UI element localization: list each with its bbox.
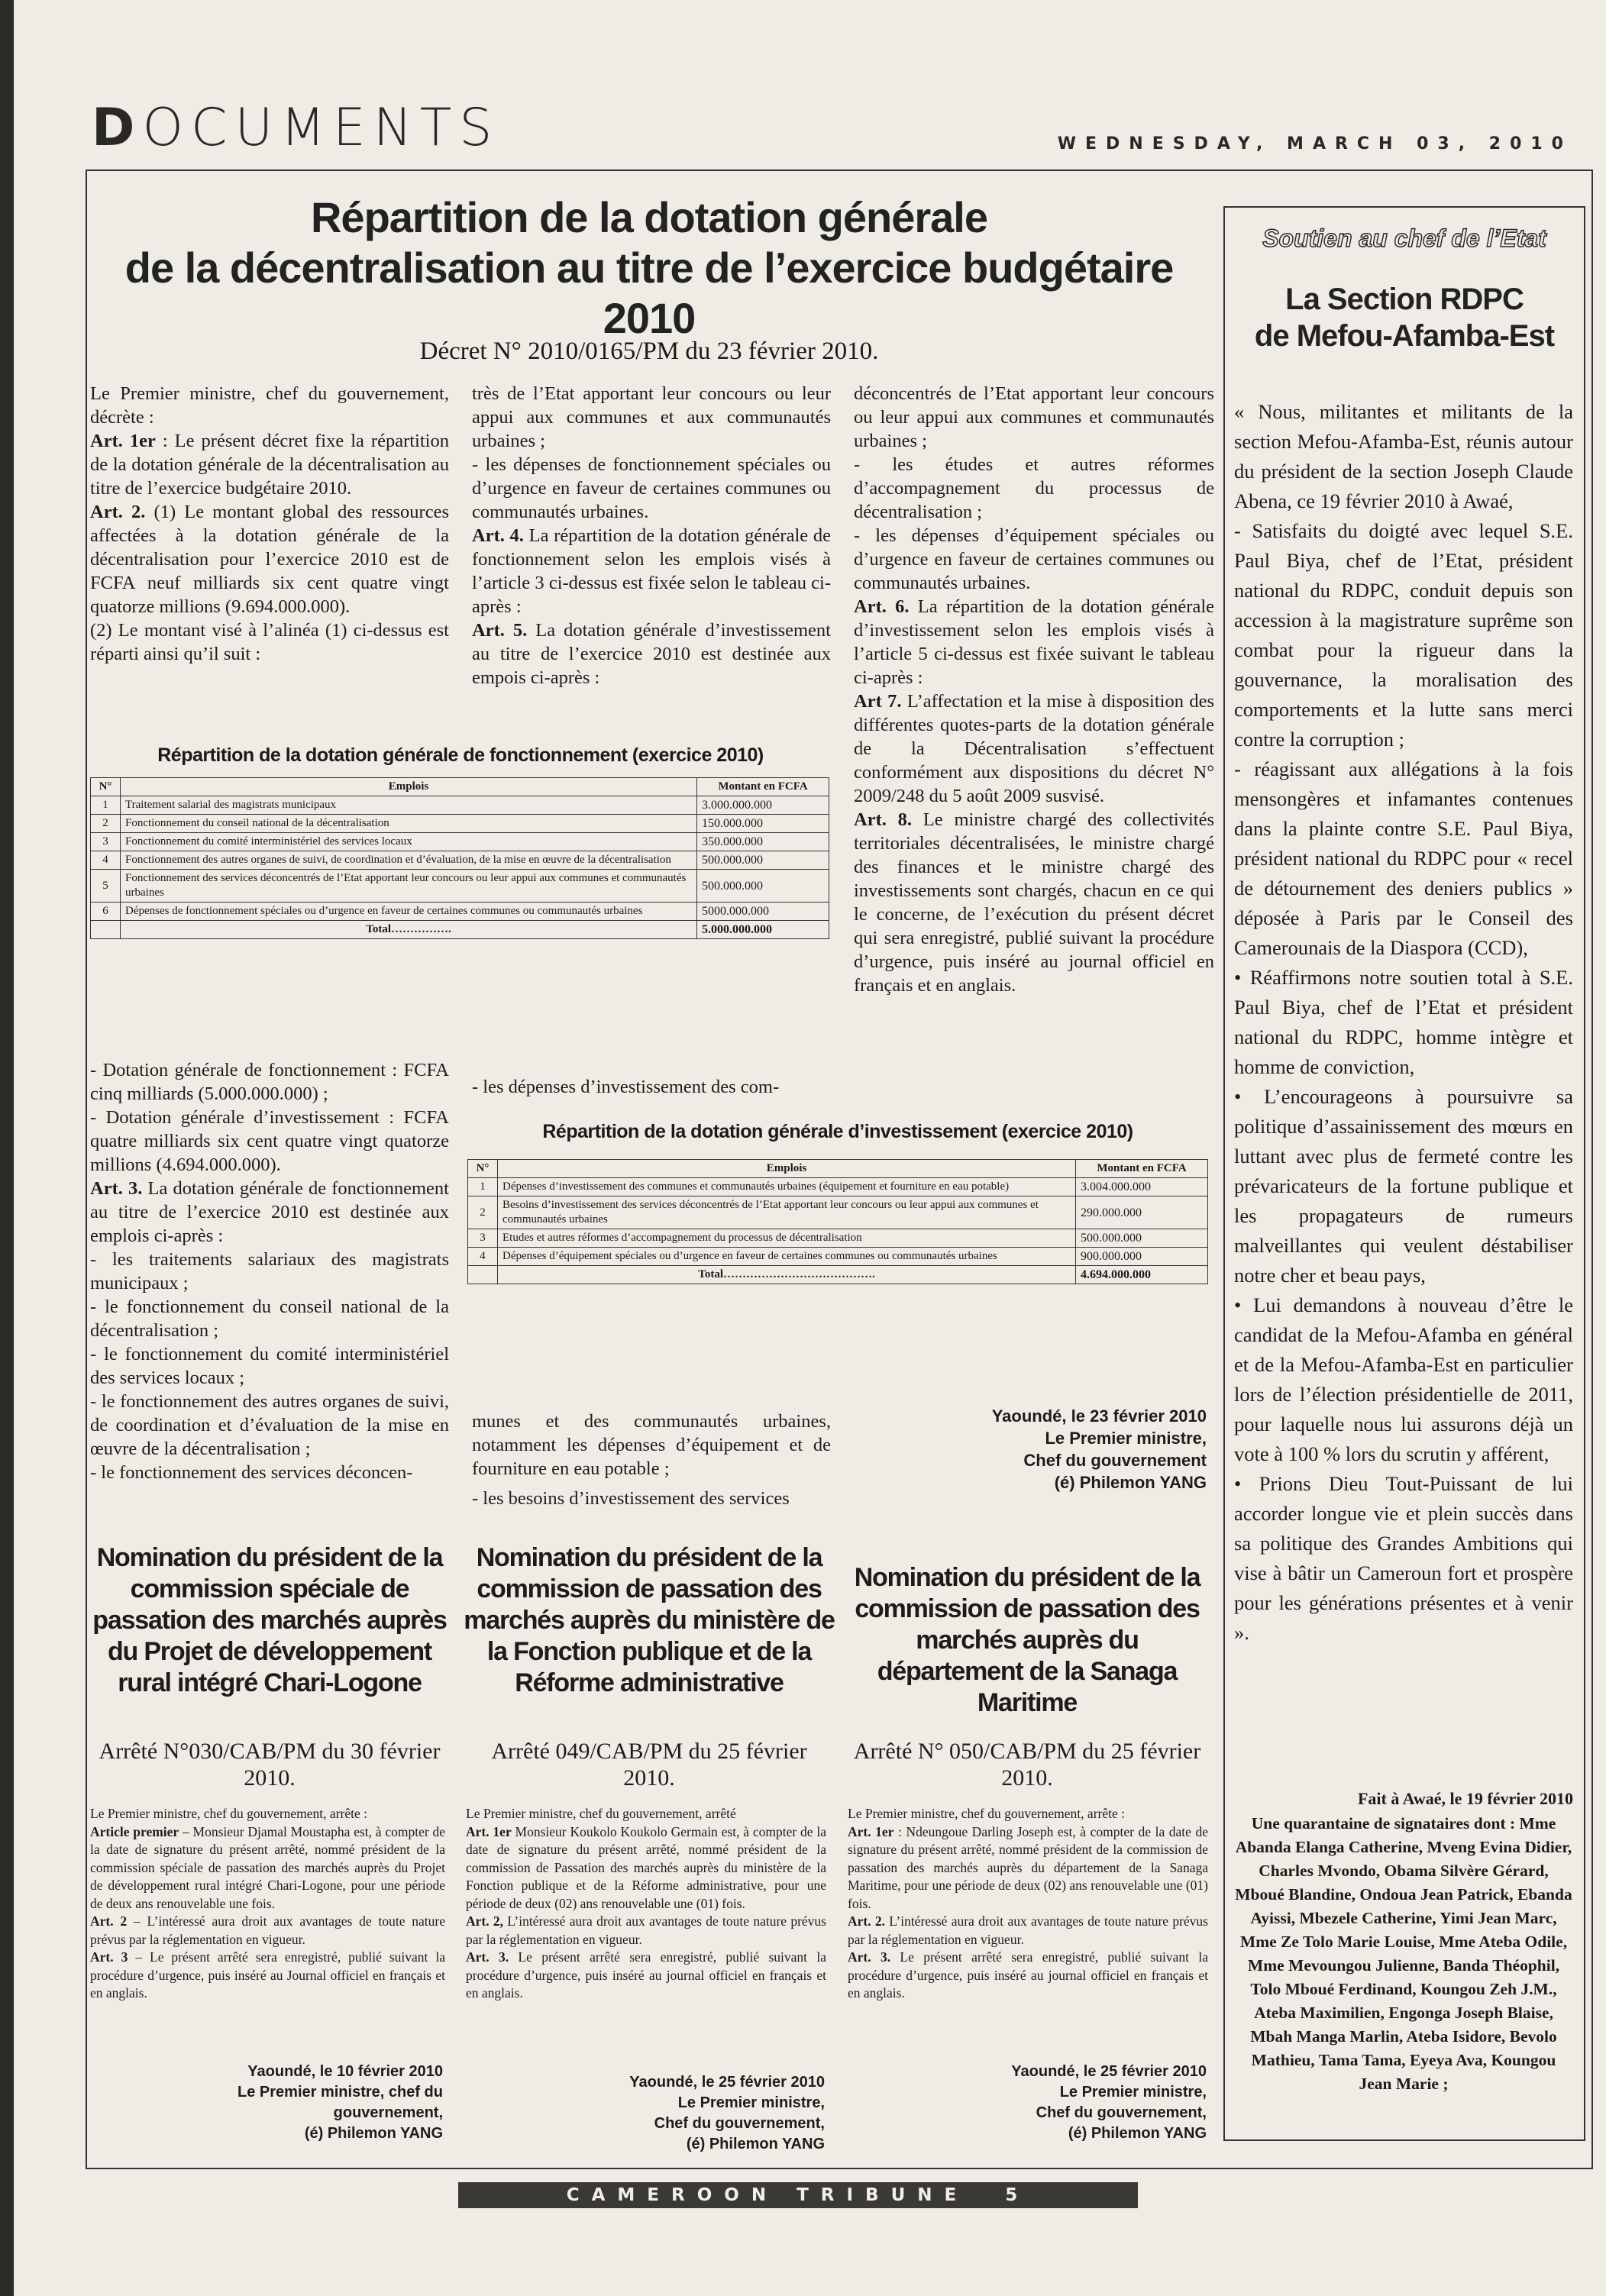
table-row <box>468 1229 1208 1248</box>
col2-para-0: très de l’Etat apportant leur concours ou leur appui aux communes et aux communautés urbaines ; <box>472 383 831 451</box>
nomination-1-title: Nomination du président de la commission spéciale de passation des marchés auprès du Projet de développement rural intégré Chari-Logone <box>92 1543 447 1697</box>
col2-para-2: Art. 4. La répartition de la dotation générale de fonctionnement selon les emplois visés à l’article 3 ci-dessus est fixée selon le tableau ci-après : <box>472 525 831 617</box>
col3-para-2: - les dépenses d’équipement spéciales ou d’urgence en faveur de certaines communes ou communautés urbaines. <box>854 525 1214 593</box>
table-fonctionnement <box>90 777 829 939</box>
nomination-3-signature <box>916 2062 1207 2144</box>
table-cell: 4 <box>91 851 121 870</box>
nomination-1-signature <box>153 2062 443 2144</box>
column-3-top <box>854 382 1214 997</box>
col1-para-2: Art. 2. (1) Le montant global des ressources affectées à la dotation générale de la décentralisation pour l’exercice 2010 est de FCFA neuf milliards six cent quatre vingt quatorze millions (9.694.000.000). <box>90 502 449 617</box>
table1-header-cell: Emplois <box>121 778 697 796</box>
decree-subtitle: Décret N° 2010/0165/PM du 23 février 2010. <box>419 337 879 365</box>
table-cell: 2 <box>91 815 121 833</box>
table-investissement <box>467 1159 1208 1284</box>
nomination-1-arrete: Arrêté N°030/CAB/PM du 30 février 2010. <box>99 1739 441 1791</box>
footer-title: CAMEROON TRIBUNE <box>566 2185 969 2205</box>
sidebar-headline-line2: de Mefou-Afamba-Est <box>1254 319 1555 353</box>
nomination-2-title: Nomination du président de la commission de passation des marchés auprès du ministère de la Fonction publique et de la Réforme administrative <box>464 1543 835 1697</box>
total-label: Total……………. <box>121 921 697 939</box>
col1b-para-4: - le fonctionnement du conseil national de la décentralisation ; <box>90 1297 449 1341</box>
col3-para-3: Art. 6. La répartition de la dotation générale d’investissement selon les emplois visés à l’article 5 ci-dessus est fixée suivant le tableau ci-après : <box>854 596 1214 688</box>
table-cell: 500.000.000 <box>1076 1229 1208 1248</box>
main-headline-line2: de la décentralisation au titre de l’exercice budgétaire 2010 <box>124 244 1174 343</box>
table-cell: 3 <box>91 833 121 851</box>
sidebar-signatories: Une quarantaine de signataires dont : Mme Abanda Elanga Catherine, Mveng Evina Didier, Charles Mvondo, Obama Silvère Gérard, Mboué Blandine, Ondoua Jean Patrick, Ebanda Ayissi, Mbezele Catherine, Yimi Jean Marc, Mme Ze Tolo Marie Louise, Mme Ateba Odile, Mme Mevoungou Julienne, Banda Théophil, Tolo Mboué Ferdinand, Koungou Zeh J.M., Ateba Maximilien, Engonga Joseph Blaise, Mbah Manga Marlin, Ateba Isidore, Bevolo Mathieu, Tama Tama, Eyeya Ava, Koungou Jean Marie ; <box>1235 1814 1572 2093</box>
sidebar-signed-place: Fait à Awaé, le 19 février 2010 <box>1357 1789 1573 1808</box>
column-2-lower-top: - les dépenses d’investissement des com- <box>472 1077 780 1097</box>
table-cell: Fonctionnement du conseil national de la décentralisation <box>121 815 697 833</box>
signature-line: Yaoundé, le 23 février 2010 <box>991 1406 1207 1426</box>
nomination-2-arrete: Arrêté 049/CAB/PM du 25 février 2010. <box>491 1739 807 1791</box>
table-cell: 6 <box>91 903 121 921</box>
page-footer <box>458 2182 1138 2208</box>
table2-header-row <box>468 1160 1208 1178</box>
sidebar-kicker: Soutien au chef de l’Etat <box>1262 224 1546 252</box>
nomination-2-para-3: Art. 3. Le présent arrêté sera enregistré, publié suivant la procédure d’urgence, puis inséré au journal officiel en français et en anglais. <box>466 1949 827 2001</box>
column-2-lower-end: - les besoins d’investissement des services <box>472 1488 790 1509</box>
col2-para-1: - les dépenses de fonctionnement spéciales ou d’urgence en faveur de certaines communes ou communautés urbaines. <box>472 454 831 522</box>
col3-para-1: - les études et autres réformes d’accompagnement du processus de décentralisation ; <box>854 454 1214 522</box>
signature-line: Yaoundé, le 25 février 2010 <box>1011 2063 1207 2080</box>
table1-header-row <box>91 778 829 796</box>
sidebar-para: - Satisfaits du doigté avec lequel S.E. Paul Biya, chef de l’Etat, président national du RDPC, conduit depuis son accession à la magistrature suprême son combat pour la rigueur dans la gouvernance, la moralisation des comportements et la lutte sans merci contre la corruption ; <box>1234 519 1573 751</box>
table-cell <box>468 1266 498 1284</box>
table-cell: Fonctionnement des autres organes de suivi, de coordination et d’évaluation, de la mise en œuvre de la décentralisation <box>121 851 697 870</box>
main-headline <box>99 192 1199 344</box>
table-cell: 5000.000.000 <box>697 903 829 921</box>
nomination-1-para-0: Le Premier ministre, chef du gouvernement, arrête : <box>90 1806 367 1821</box>
main-headline-line1: Répartition de la dotation générale <box>310 193 988 241</box>
nomination-2-signature <box>535 2072 825 2155</box>
table1-total-row <box>91 921 829 939</box>
col1b-para-2: Art. 3. La dotation générale de fonctionnement au titre de l’exercice 2010 est destinée aux emplois ci-après : <box>90 1178 449 1246</box>
sidebar-para: • L’encourageons à poursuivre sa politique d’assainissement des mœurs en luttant avec plus de fermeté contre les prévaricateurs de la fortune publique et les propagateurs de rumeurs malveillantes qui veulent déstabiliser notre cher et beau pays, <box>1234 1085 1573 1287</box>
col1-para-3: (2) Le montant visé à l’alinéa (1) ci-dessus est réparti ainsi qu’il suit : <box>90 620 449 664</box>
table-row <box>468 1178 1208 1196</box>
total-label: Total…………………………………. <box>498 1266 1076 1284</box>
table-cell: 1 <box>468 1178 498 1196</box>
table-row <box>91 815 829 833</box>
table-cell: Dépenses de fonctionnement spéciales ou d’urgence en faveur de certaines communes ou communautés urbaines <box>121 903 697 921</box>
total-value: 4.694.000.000 <box>1076 1266 1208 1284</box>
signature-line: Chef du gouvernement, <box>1036 2104 1207 2121</box>
signature-line: Le Premier ministre, <box>1045 1429 1207 1448</box>
table-row <box>91 870 829 903</box>
table-cell: Dépenses d’investissement des communes et communautés urbaines (équipement et fourniture en eau potable) <box>498 1178 1076 1196</box>
nomination-1-para-2: Art. 2 – L’intéressé aura droit aux avantages de toute nature prévus par la réglementation en vigueur. <box>90 1913 445 1947</box>
signature-line: Yaoundé, le 10 février 2010 <box>247 2063 443 2080</box>
table-cell: Fonctionnement des services déconcentrés de l’Etat apportant leur concours ou leur appui aux communes et communautés urbaines <box>121 870 697 903</box>
col1b-para-1: - Dotation générale d’investissement : FCFA quatre milliards six cent quatre vingt quatorze millions (4.694.000.000). <box>90 1107 449 1175</box>
table-cell: 350.000.000 <box>697 833 829 851</box>
signature-line: Le Premier ministre, <box>1059 2084 1207 2101</box>
col3-para-4: Art 7. L’affectation et la mise à disposition des différentes quotes-parts de la dotation générale de la Décentralisation s’effectuent conformément aux dispositions du décret N° 2009/248 du 5 août 2009 susvisé. <box>854 691 1214 806</box>
col1b-para-5: - le fonctionnement du comité interministériel des services locaux ; <box>90 1344 449 1388</box>
column-2-lower: munes et des communautés urbaines, notamment les dépenses d’équipement et de fourniture en eau potable ; <box>472 1411 831 1479</box>
table1-title: Répartition de la dotation générale de fonctionnement (exercice 2010) <box>157 744 764 766</box>
signature-line: Yaoundé, le 25 février 2010 <box>629 2074 825 2091</box>
col1b-para-6: - le fonctionnement des autres organes de suivi, de coordination et d’évaluation de la mise en œuvre de la décentralisation ; <box>90 1391 449 1459</box>
signature-line: Le Premier ministre, <box>677 2094 825 2111</box>
table-row <box>91 833 829 851</box>
col1-para-0: Le Premier ministre, chef du gouvernement, décrète : <box>90 383 449 428</box>
signature-line: (é) Philemon YANG <box>304 2125 443 2142</box>
nomination-3-para-2: Art. 2. L’intéressé aura droit aux avantages de toute nature prévus par la réglementation en vigueur. <box>848 1913 1208 1947</box>
table-cell: Besoins d’investissement des services déconcentrés de l’Etat apportant leur concours ou leur appui aux communes et communautés urbaines <box>498 1196 1076 1229</box>
table-cell: Dépenses d’équipement spéciales ou d’urgence en faveur de certaines communes ou communautés urbaines <box>498 1248 1076 1266</box>
table-cell: 150.000.000 <box>697 815 829 833</box>
issue-date: WEDNESDAY, MARCH 03, 2010 <box>1057 134 1572 153</box>
nomination-1-para-3: Art. 3 – Le présent arrêté sera enregistré, publié suivant la procédure d’urgence, puis inséré au Journal officiel en français et en anglais. <box>90 1949 445 2001</box>
nomination-3-title: Nomination du président de la commission de passation des marchés auprès du département de la Sanaga Maritime <box>854 1563 1200 1717</box>
signature-line: (é) Philemon YANG <box>686 2136 825 2152</box>
table-cell: 3.000.000.000 <box>697 796 829 815</box>
nomination-2-body <box>466 1805 826 2003</box>
table-cell: 290.000.000 <box>1076 1196 1208 1229</box>
column-2-top <box>472 382 831 689</box>
sidebar-headline-line1: La Section RDPC <box>1285 283 1524 316</box>
table-cell: 3.004.000.000 <box>1076 1178 1208 1196</box>
nomination-3-para-0: Le Premier ministre, chef du gouvernement, arrête : <box>848 1806 1125 1821</box>
total-value: 5.000.000.000 <box>697 921 829 939</box>
nomination-3-para-3: Art. 3. Le présent arrêté sera enregistré, publié suivant la procédure d’urgence, puis inséré au journal officiel en français et en anglais. <box>848 1949 1209 2001</box>
table-cell: Fonctionnement du comité interministériel des services locaux <box>121 833 697 851</box>
sidebar-body <box>1234 397 1573 1648</box>
table-cell: 4 <box>468 1248 498 1266</box>
column-1-lower <box>90 1058 449 1484</box>
table2-header-cell: Montant en FCFA <box>1076 1160 1208 1178</box>
signature-line: Chef du gouvernement, <box>654 2115 825 2132</box>
column-1-top <box>90 382 449 666</box>
table2-header-cell: N° <box>468 1160 498 1178</box>
table-cell: 900.000.000 <box>1076 1248 1208 1266</box>
signature-line: Chef du gouvernement <box>1023 1451 1207 1470</box>
col1b-para-3: - les traitements salariaux des magistrats municipaux ; <box>90 1249 449 1293</box>
table-cell: 3 <box>468 1229 498 1248</box>
table-cell: 2 <box>468 1196 498 1229</box>
table-row <box>468 1248 1208 1266</box>
table-cell: Etudes et autres réformes d’accompagnement du processus de décentralisation <box>498 1229 1076 1248</box>
col1b-para-0: - Dotation générale de fonctionnement : FCFA cinq milliards (5.000.000.000) ; <box>90 1060 449 1104</box>
table2-title: Répartition de la dotation générale d’investissement (exercice 2010) <box>542 1121 1133 1142</box>
signature-line: (é) Philemon YANG <box>1054 1473 1207 1492</box>
table-cell: Traitement salarial des magistrats municipaux <box>121 796 697 815</box>
nomination-3-body <box>848 1805 1208 2003</box>
table-cell: 500.000.000 <box>697 870 829 903</box>
nomination-3-para-1: Art. 1er : Ndeungoue Darling Joseph est, à compter de la date de signature du présent arrêté, nommé président de la commission de passation des marchés auprès du département de la Sanaga Maritime, pour une période de deux (02) ans renouvelable une (01) fois. <box>848 1823 1209 1911</box>
table-cell: 5 <box>91 870 121 903</box>
table-cell: 500.000.000 <box>697 851 829 870</box>
col1b-para-7: - le fonctionnement des services déconcen- <box>90 1462 413 1483</box>
table-row <box>91 903 829 921</box>
sidebar-para: - réagissant aux allégations à la fois mensongères et infamantes contenues dans la plainte contre S.E. Paul Biya, président national du RDPC pour « recel de détournement des deniers publics » déposée à Paris par le Conseil des Camerounais de la Diaspora (CCD), <box>1234 757 1573 959</box>
table-cell: 1 <box>91 796 121 815</box>
nomination-2-para-0: Le Premier ministre, chef du gouvernement, arrêté <box>466 1806 736 1821</box>
col3-para-5: Art. 8. Le ministre chargé des collectivités territoriales décentralisées, le ministre chargé des finances et le ministre chargé des investissements sont chargés, chacun en ce qui le concerne, de l’exécution du présent décret qui sera enregistré, publié suivant la procédure d’urgence, puis inséré au journal officiel en français et en anglais. <box>854 809 1214 996</box>
table1-header-cell: N° <box>91 778 121 796</box>
table1-header-cell: Montant en FCFA <box>697 778 829 796</box>
col3-para-0: déconcentrés de l’Etat apportant leur concours ou leur appui aux communes et communautés urbaines ; <box>854 383 1214 451</box>
section-header: DOCUMENTS <box>92 98 500 158</box>
table-row <box>468 1196 1208 1229</box>
nomination-2-para-1: Art. 1er Monsieur Koukolo Koukolo Germain est, à compter de la date de signature du présent arrêté, nommé président de la commission de Passation des marchés auprès du ministère de la Fonction publique et de la Réforme administrative, pour une période de deux (02) ans renouvelable une (01) fois. <box>466 1823 826 1911</box>
decree-signature <box>901 1405 1207 1494</box>
sidebar-para: • Lui demandons à nouveau d’être le candidat de la Mefou-Afamba en général et de la Mefou-Afamba-Est en particulier lors de l’élection présidentielle de 2011, pour laquelle nous lui assurons déjà un vote à 100 % lors du scrutin y afférent, <box>1234 1293 1573 1465</box>
nomination-3-arrete: Arrêté N° 050/CAB/PM du 25 février 2010. <box>853 1739 1201 1791</box>
sidebar-para: • Réaffirmons notre soutien total à S.E. Paul Biya, chef de l’Etat et président national du RDPC, homme intègre et homme de conviction, <box>1234 966 1573 1078</box>
sidebar-para: « Nous, militantes et militants de la section Mefou-Afamba-Est, réunis autour du président de la section Joseph Claude Abena, ce 19 février 2010 à Awaé, <box>1234 400 1573 512</box>
signature-line: gouvernement, <box>333 2104 443 2121</box>
signature-line: (é) Philemon YANG <box>1068 2125 1207 2142</box>
table2-header-cell: Emplois <box>498 1160 1076 1178</box>
col2-para-3: Art. 5. La dotation générale d’investissement au titre de l’exercice 2010 est destinée aux empois ci-après : <box>472 620 831 688</box>
nomination-1-para-1: Article premier – Monsieur Djamal Moustapha est, à compter de la date de signature du présent arrêté, nommé président de la commission spéciale de passation des marchés auprès du Projet de développement rural intégré Chari-Logone, pour une période de deux ans renouvelable une fois. <box>90 1823 445 1911</box>
sidebar-para: • Prions Dieu Tout-Puissant de lui accorder longue vie et plein succès dans sa politique des Grandes Ambitions qui vise à bâtir un Cameroun fort et prospère pour les générations présentes et à venir ». <box>1234 1472 1573 1644</box>
nomination-2-para-2: Art. 2, L’intéressé aura droit aux avantages de toute nature prévus par la réglementation en vigueur. <box>466 1913 826 1947</box>
table-row <box>91 796 829 815</box>
sidebar-headline <box>1230 281 1579 354</box>
table-cell <box>91 921 121 939</box>
signature-line: Le Premier ministre, chef du <box>238 2084 443 2101</box>
nomination-1-body <box>90 1805 445 2003</box>
col1-para-1: Art. 1er : Le présent décret fixe la répartition de la dotation générale de la décentralisation au titre de l’exercice budgétaire 2010. <box>90 431 449 499</box>
page-number: 5 <box>1005 2185 1030 2205</box>
table2-total-row <box>468 1266 1208 1284</box>
table-row <box>91 851 829 870</box>
